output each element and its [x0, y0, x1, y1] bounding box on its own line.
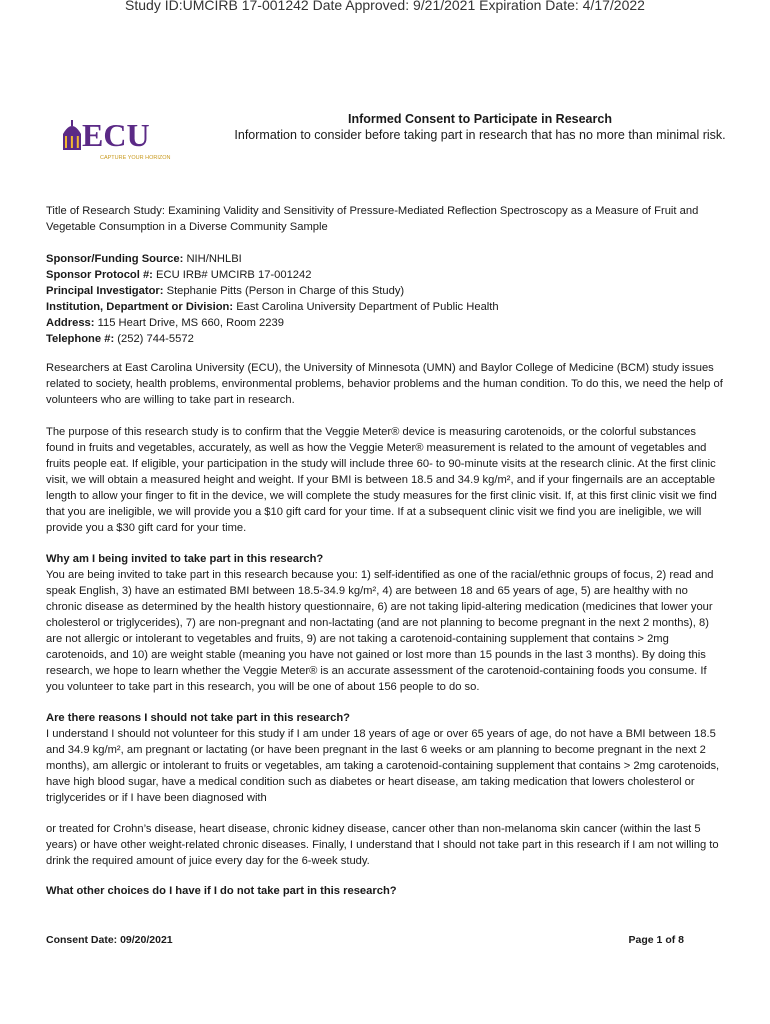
consent-date: Consent Date: 09/20/2021 — [46, 934, 173, 946]
section-heading: Are there reasons I should not take part in this research? — [46, 712, 351, 724]
info-row: Telephone #: (252) 744-5572 — [46, 333, 194, 345]
page-subtitle: Information to consider before taking part in research that has no more than minimal risk. — [234, 128, 726, 142]
intro-paragraph: Researchers at East Carolina University (ECU), the University of Minnesota (UMN) and Baylor College of Medicine (BCM) study issues related to society, health problems, environmental problems, behavior problems and the human condition. To do this, we need the help of volunteers who are willing to take part in research. — [46, 362, 723, 406]
section-text: I understand I should not volunteer for this study if I am under 18 years of age or over 65 years of age, do not have a BMI between 18.5 and 34.9 kg/m², am pregnant or lactating (or have been pregnant in the last 6 weeks or am planning to become pregnant in the next 2 months), am allergic or intolerant to fruits or vegetables, am taking a carotenoid-containing supplement that contains > 2mg carotenoids, have high blood sugar, have a medical condition such as diabetes or heart disease, am taking medication that lowers cholesterol or triglycerides or if I have been diagnosed with — [46, 728, 720, 804]
info-row: Sponsor Protocol #: ECU IRB# UMCIRB 17-001242 — [46, 269, 312, 281]
logo-text: ECU — [82, 117, 150, 153]
ecu-logo — [60, 112, 185, 164]
other-choices-section — [46, 883, 726, 899]
study-info-block — [46, 251, 726, 347]
page-number: Page 1 of 8 — [628, 934, 684, 946]
approval-stamp: Study ID:UMCIRB 17-001242 Date Approved: 9/21/2021 Expiration Date: 4/17/2022 — [125, 0, 645, 13]
section-heading: What other choices do I have if I do not take part in this research? — [46, 885, 397, 897]
reasons-section — [46, 710, 726, 806]
reasons-continued: or treated for Crohn’s disease, heart disease, chronic kidney disease, cancer other than non-melanoma skin cancer (within the last 5 years) or have other weight-related chronic diseases. Finally, I understand that I should not take part in this research if I am not willing to drink the required amount of juice every day for the 6-week study. — [46, 823, 719, 867]
study-title: Title of Research Study: Examining Validity and Sensitivity of Pressure-Mediated Reflection Spectroscopy as a Measure of Fruit and Vegetable Consumption in a Diverse Community Sample — [46, 205, 699, 233]
info-row: Institution, Department or Division: East Carolina University Department of Public Health — [46, 301, 499, 313]
logo-tagline: CAPTURE YOUR HORIZON — [100, 155, 171, 161]
section-heading: Why am I being invited to take part in this research? — [46, 553, 324, 565]
section-text: You are being invited to take part in this research because you: 1) self-identified as one of the racial/ethnic groups of focus, 2) read and speak English, 3) have an estimated BMI between 18.5-34.9 kg/m², 4) are between 18 and 65 years of age, 5) are healthy with no chronic disease as determined by the health history questionnaire, 6) are not taking lipid-altering medication (medicines that lower your cholesterol or triglycerides), 7) are non-pregnant and non-lactating (and are not planning to become pregnant in the next 2 months), 8) are not allergic or intolerant to vegetables and fruits, 9) are not taking a carotenoid-containing supplement that contains > 2mg carotenoids, and 10) are weight stable (meaning you have not gained or lost more than 15 pounds in the last 3 months). By doing this research, we hope to learn whether the Veggie Meter® is an accurate assessment of the carotenoid-containing foods you consume. If you volunteer to take part in this research, you will be one of about 156 people to do so. — [46, 569, 714, 693]
info-row: Address: 115 Heart Drive, MS 660, Room 2239 — [46, 317, 284, 329]
cupola-icon — [63, 120, 81, 150]
why-section — [46, 551, 726, 695]
purpose-paragraph: The purpose of this research study is to confirm that the Veggie Meter® device is measuring carotenoids, or the colorful substances found in fruits and vegetables, accurately, as well as how the Veggie Meter® measurement is related to the amount of vegetables and fruits people eat. If eligible, your participation in the study will include three 60- to 90-minute visits at the research clinic. At the first clinic visit, we will obtain a measured height and weight. If your BMI is between 18.5 and 34.9 kg/m², and if your fingernails are an acceptable length to allow your finger to fit in the device, we will complete the study measures for the first clinic visit. If, at this first clinic visit we find that you are ineligible, we will provide you a $10 gift card for your time. If at a subsequent clinic visit we find you are ineligible, we will provide you a $30 gift card for your time. — [46, 426, 717, 534]
info-row: Sponsor/Funding Source: NIH/NHLBI — [46, 253, 242, 265]
info-row: Principal Investigator: Stephanie Pitts (Person in Charge of this Study) — [46, 285, 405, 297]
page-title: Informed Consent to Participate in Research — [348, 112, 612, 126]
